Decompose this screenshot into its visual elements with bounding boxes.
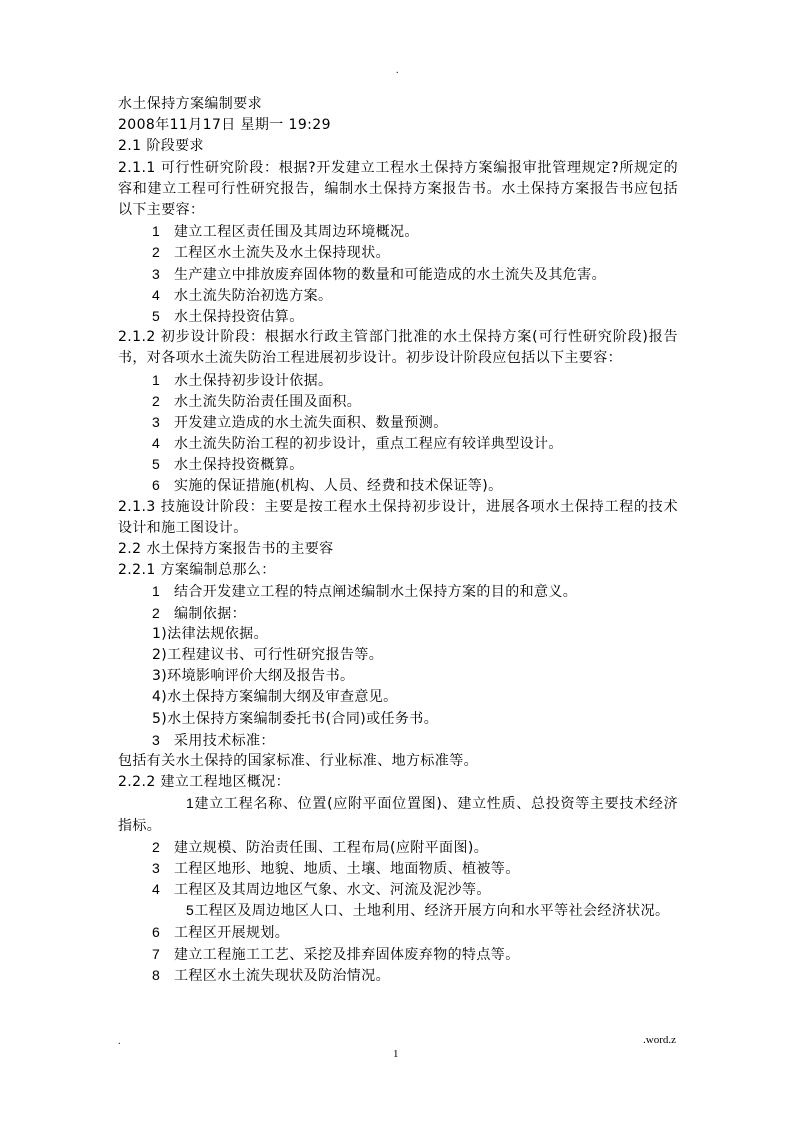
line-text: 结合开发建立工程的特点阐述编制水土保持方案的目的和意义。: [174, 584, 578, 601]
body-line: [118, 687, 678, 708]
item-number: 1: [186, 795, 195, 812]
line-text: 4)水土保持方案编制大纲及审查意见。: [152, 689, 398, 706]
body-line: [118, 624, 678, 645]
item-number: 2: [152, 392, 161, 409]
item-number: 3: [152, 731, 161, 748]
line-text: 2.1.2 初步设计阶段：根据水行政主管部门批准的水土保持方案(可行性研究阶段)报告书，对各项水土流失防治工程进展初步设计。初步设计阶段应包括以下主要容：: [118, 329, 678, 367]
item-number: 1: [152, 223, 161, 240]
body-line: [118, 264, 678, 285]
line-text: 2.2 水土保持方案报告书的主要容: [118, 541, 334, 558]
item-number: 2: [152, 604, 161, 621]
line-text: 实施的保证措施(机构、人员、经费和技术保证等)。: [174, 478, 503, 495]
line-text: 建立工程施工工艺、采挖及排弃固体废弃物的特点等。: [174, 946, 520, 963]
line-text: 包括有关水土保持的国家标准、行业标准、地方标准等。: [118, 752, 478, 769]
body-line: [118, 965, 678, 986]
body-line: [118, 158, 678, 222]
line-text: 2.1.3 技施设计阶段：主要是按工程水土保持初步设计，进展各项水土保持工程的技术设计和施工图设计。: [118, 498, 678, 536]
document-datetime: 2008年11月17日 星期一 19:29: [118, 117, 331, 134]
line-text: 2.1 阶段要求: [118, 138, 204, 155]
body-line: [118, 285, 678, 306]
line-text: 3)环境影响评价大纲及报告书。: [152, 668, 355, 685]
line-text: 2)工程建议书、可行性研究报告等。: [152, 646, 384, 663]
body-line: [118, 900, 678, 922]
body-line: [118, 391, 678, 412]
body-line: [118, 581, 678, 602]
line-text: 工程区水土流失现状及防治情况。: [174, 967, 390, 984]
line-text: 1)法律法规依据。: [152, 625, 268, 642]
item-number: 2: [152, 838, 161, 855]
item-number: 4: [152, 881, 161, 898]
body-line: [118, 454, 678, 475]
body-line: [118, 944, 678, 965]
item-number: 5: [152, 307, 161, 324]
line-text: 水土流失防治责任围及面积。: [174, 393, 362, 410]
body-line: [118, 327, 678, 369]
body-line: [118, 666, 678, 687]
line-text: 水土流失防治初选方案。: [174, 287, 333, 304]
body-line: [118, 560, 678, 581]
line-text: 工程区及其周边地区气象、水文、河流及泥沙等。: [174, 882, 491, 899]
body-line: [118, 858, 678, 879]
line-text: 5)水土保持方案编制委托书(合同)或任务书。: [152, 710, 439, 727]
item-number: 4: [152, 435, 161, 452]
line-text: 采用技术标准：: [174, 732, 275, 749]
item-number: 7: [152, 945, 161, 962]
line-text: 2.1.1 可行性研究阶段：根据?开发建立工程水土保持方案编报审批管理规定?所规定的容和建立工程可行性研究报告，编制水土保持方案报告书。水土保持方案报告书应包括以下主要容：: [118, 159, 678, 218]
item-number: 1: [152, 583, 161, 600]
line-text: 建立规模、防治责任围、工程布局(应附平面图)。: [174, 839, 489, 856]
body-line: [118, 751, 678, 772]
body-line: [118, 772, 678, 793]
body-line: [118, 497, 678, 539]
body-line: [118, 242, 678, 263]
line-text: 建立工程区责任围及其周边环境概况。: [174, 224, 419, 241]
line-text: 水土保持投资估算。: [174, 308, 304, 325]
body-line: [118, 539, 678, 560]
body-line: [118, 370, 678, 391]
line-text: 水土流失防治工程的初步设计，重点工程应有较详典型设计。: [174, 436, 563, 453]
line-text: 工程区开展规划。: [174, 925, 290, 942]
body-line: [118, 306, 678, 327]
line-text: 编制依据：: [174, 605, 246, 622]
item-number: 4: [152, 286, 161, 303]
item-number: 1: [152, 371, 161, 388]
item-number: 8: [152, 966, 161, 983]
item-number: 6: [152, 924, 161, 941]
body-line: [118, 709, 678, 730]
footer-left-mark: .: [118, 1036, 121, 1047]
item-number: 6: [152, 477, 161, 494]
item-number: 3: [152, 859, 161, 876]
line-text: 工程区水土流失及水土保持现状。: [174, 245, 390, 262]
body-line: [118, 475, 678, 496]
line-text: 建立工程名称、位置(应附平面位置图)、建立性质、总投资等主要技术经济指标。: [118, 796, 678, 834]
line-text: 2.2.2 建立工程地区概况：: [118, 774, 291, 791]
line-text: 水土保持投资概算。: [174, 457, 304, 474]
line-text: 生产建立中排放废弃固体物的数量和可能造成的水土流失及其危害。: [174, 266, 606, 283]
body-line: [118, 412, 678, 433]
line-text: 工程区及周边地区人口、土地利用、经济开展方向和水平等社会经济状况。: [194, 903, 670, 920]
header-mark: .: [396, 65, 399, 76]
body-line: [118, 433, 678, 454]
line-text: 工程区地形、地貌、地质、土壤、地面物质、植被等。: [174, 860, 520, 877]
footer-right-text: .word.z: [643, 1034, 676, 1046]
line-text: 开发建立造成的水土流失面积、数量预测。: [174, 414, 448, 431]
body-line: [118, 793, 678, 836]
page-number: 1: [393, 1048, 399, 1060]
item-number: 2: [152, 244, 161, 261]
body-line: [118, 922, 678, 943]
body-line: [118, 730, 678, 751]
body-line: [118, 645, 678, 666]
item-number: 5: [152, 456, 161, 473]
body-line: [118, 603, 678, 624]
body-lines: [118, 136, 678, 986]
body-line: [118, 837, 678, 858]
item-number: 3: [152, 265, 161, 282]
line-text: 水土保持初步设计依据。: [174, 372, 333, 389]
document-body: [118, 94, 678, 986]
line-text: 2.2.1 方案编制总那么：: [118, 562, 276, 579]
body-line: [118, 136, 678, 157]
item-number: 3: [152, 413, 161, 430]
item-number: 5: [186, 902, 195, 919]
body-line: [118, 879, 678, 900]
document-title: 水土保持方案编制要求: [118, 96, 262, 112]
body-line: [118, 221, 678, 242]
